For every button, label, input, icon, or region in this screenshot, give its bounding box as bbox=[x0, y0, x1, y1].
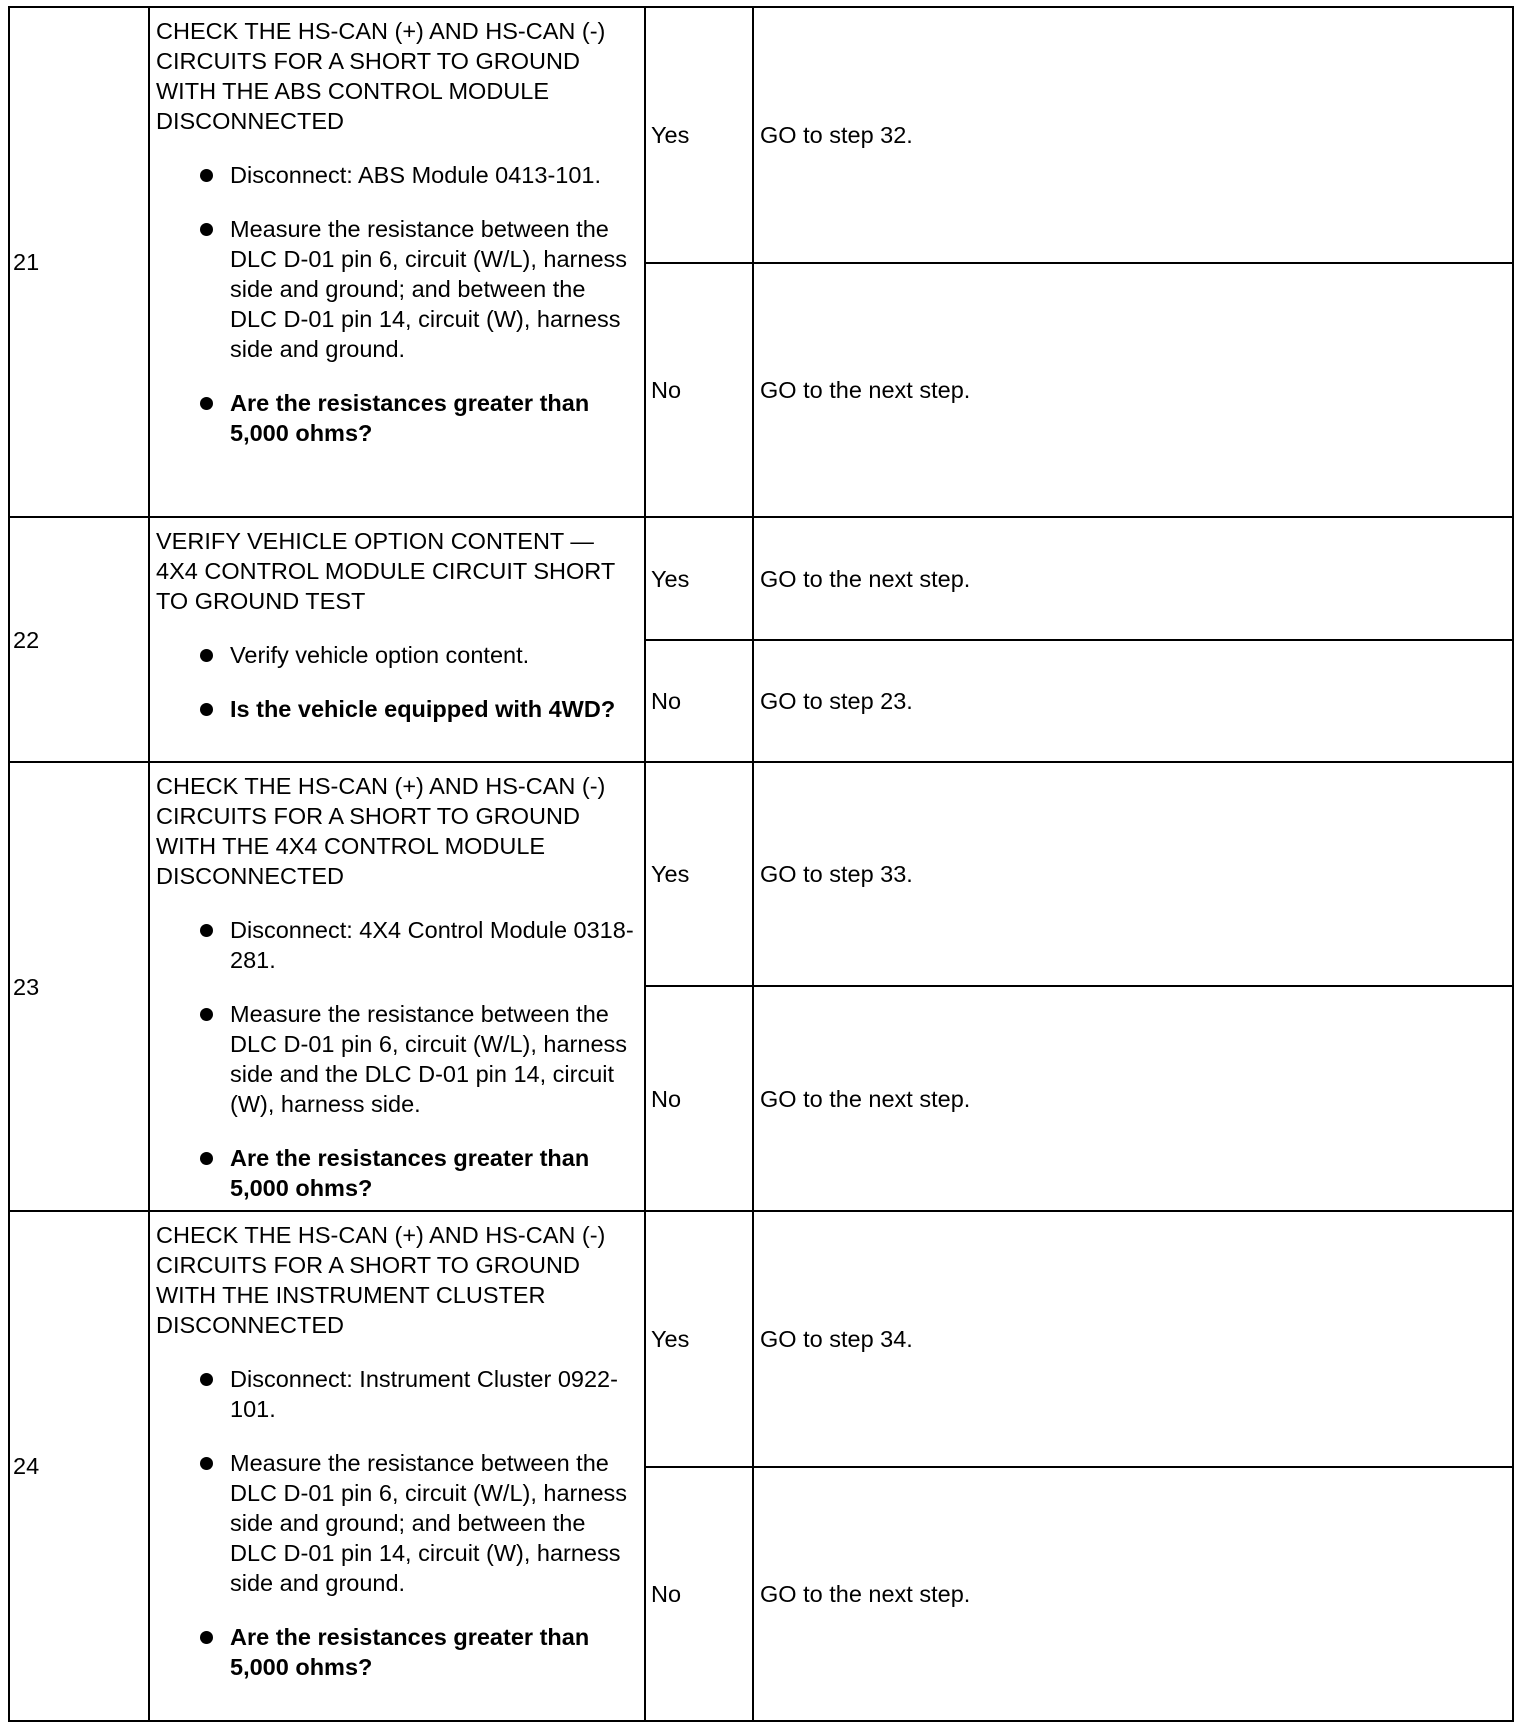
answer-no: No bbox=[645, 263, 753, 517]
answer-yes: Yes bbox=[645, 762, 753, 986]
bullet-item bbox=[230, 999, 638, 1119]
bullet-icon bbox=[200, 397, 213, 410]
step-24-yes-row bbox=[9, 1211, 1513, 1467]
bullet-icon bbox=[200, 1631, 213, 1644]
step-bullets bbox=[156, 1364, 638, 1682]
step-22-yes-row bbox=[9, 517, 1513, 640]
action-no: GO to the next step. bbox=[753, 263, 1513, 517]
answer-no: No bbox=[645, 640, 753, 762]
answer-yes: Yes bbox=[645, 1211, 753, 1467]
bullet-text: Verify vehicle option content. bbox=[230, 642, 530, 668]
step-bullets bbox=[156, 160, 638, 448]
answer-no: No bbox=[645, 1467, 753, 1721]
action-yes: GO to step 33. bbox=[753, 762, 1513, 986]
bullet-text: Measure the resistance between the DLC D-01 pin 6, circuit (W/L), harness side and the DLC D-01 pin 14, circuit (W), harness side. bbox=[230, 1001, 628, 1117]
bullet-question bbox=[230, 1143, 638, 1203]
bullet-text: Measure the resistance between the DLC D-01 pin 6, circuit (W/L), harness side and ground; and between the DLC D-01 pin 14, circuit (W), harness side and ground. bbox=[230, 1450, 628, 1596]
step-title: CHECK THE HS-CAN (+) AND HS-CAN (-) CIRCUITS FOR A SHORT TO GROUND WITH THE INSTRUMENT CLUSTER DISCONNECTED bbox=[156, 1222, 606, 1338]
action-no: GO to the next step. bbox=[753, 1467, 1513, 1721]
step-bullets bbox=[156, 640, 638, 724]
action-yes: GO to step 32. bbox=[753, 7, 1513, 263]
bullet-text: Disconnect: 4X4 Control Module 0318-281. bbox=[230, 917, 634, 973]
bullet-item bbox=[230, 1364, 638, 1424]
step-number: 21 bbox=[9, 7, 149, 517]
bullet-question bbox=[230, 388, 638, 448]
bullet-icon bbox=[200, 1152, 213, 1165]
answer-yes: Yes bbox=[645, 517, 753, 640]
bullet-question bbox=[230, 694, 638, 724]
step-number: 22 bbox=[9, 517, 149, 762]
action-yes: GO to step 34. bbox=[753, 1211, 1513, 1467]
question-text: Are the resistances greater than 5,000 ohms? bbox=[230, 390, 590, 446]
step-bullets bbox=[156, 915, 638, 1203]
step-content bbox=[149, 1211, 645, 1721]
bullet-item bbox=[230, 640, 638, 670]
question-text: Is the vehicle equipped with 4WD? bbox=[230, 696, 616, 722]
bullet-text: Measure the resistance between the DLC D-01 pin 6, circuit (W/L), harness side and ground; and between the DLC D-01 pin 14, circuit (W), harness side and ground. bbox=[230, 216, 628, 362]
step-title: CHECK THE HS-CAN (+) AND HS-CAN (-) CIRCUITS FOR A SHORT TO GROUND WITH THE 4X4 CONTROL MODULE DISCONNECTED bbox=[156, 773, 606, 889]
bullet-icon bbox=[200, 1373, 213, 1386]
bullet-item bbox=[230, 915, 638, 975]
step-content bbox=[149, 7, 645, 517]
action-no: GO to the next step. bbox=[753, 986, 1513, 1211]
step-title: VERIFY VEHICLE OPTION CONTENT — 4X4 CONTROL MODULE CIRCUIT SHORT TO GROUND TEST bbox=[156, 528, 615, 614]
bullet-icon bbox=[200, 169, 213, 182]
step-21-yes-row bbox=[9, 7, 1513, 263]
action-yes: GO to the next step. bbox=[753, 517, 1513, 640]
step-number: 23 bbox=[9, 762, 149, 1211]
step-title: CHECK THE HS-CAN (+) AND HS-CAN (-) CIRCUITS FOR A SHORT TO GROUND WITH THE ABS CONTROL MODULE DISCONNECTED bbox=[156, 18, 606, 134]
answer-no: No bbox=[645, 986, 753, 1211]
bullet-item bbox=[230, 160, 638, 190]
question-text: Are the resistances greater than 5,000 ohms? bbox=[230, 1145, 590, 1201]
bullet-text: Disconnect: ABS Module 0413-101. bbox=[230, 162, 602, 188]
bullet-question bbox=[230, 1622, 638, 1682]
question-text: Are the resistances greater than 5,000 ohms? bbox=[230, 1624, 590, 1680]
bullet-text: Disconnect: Instrument Cluster 0922-101. bbox=[230, 1366, 618, 1422]
bullet-icon bbox=[200, 924, 213, 937]
bullet-icon bbox=[200, 649, 213, 662]
bullet-icon bbox=[200, 223, 213, 236]
bullet-icon bbox=[200, 1008, 213, 1021]
step-content bbox=[149, 517, 645, 762]
step-number: 24 bbox=[9, 1211, 149, 1721]
bullet-item bbox=[230, 214, 638, 364]
step-23-yes-row bbox=[9, 762, 1513, 986]
bullet-item bbox=[230, 1448, 638, 1598]
bullet-icon bbox=[200, 1457, 213, 1470]
action-no: GO to step 23. bbox=[753, 640, 1513, 762]
answer-yes: Yes bbox=[645, 7, 753, 263]
step-content bbox=[149, 762, 645, 1211]
diagnostic-table bbox=[8, 6, 1514, 1722]
bullet-icon bbox=[200, 703, 213, 716]
